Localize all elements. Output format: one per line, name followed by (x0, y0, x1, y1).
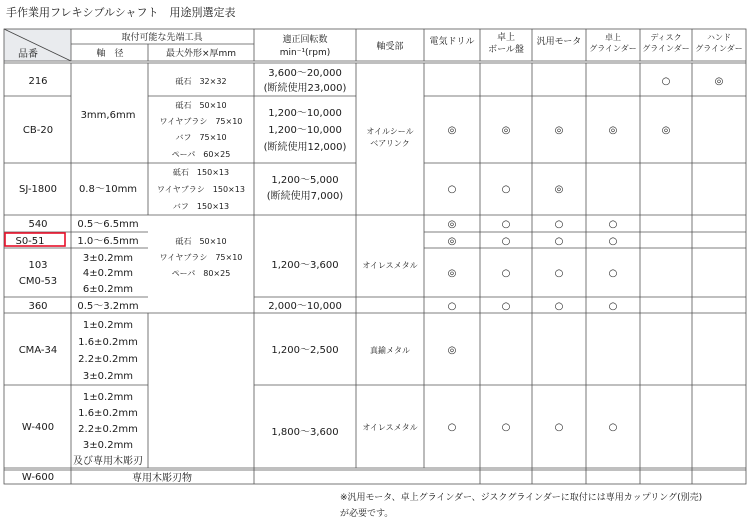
header-app-bench-grinder-2: グラインダー (589, 44, 637, 53)
speed-w400: 1,800〜3,600 (271, 427, 339, 438)
tool-sj1800-2: ワイヤブラシ 150×13 (157, 185, 245, 194)
mark-cb20-drill: ◎ (447, 125, 457, 136)
header-speed-1: 適正回転数 (282, 35, 328, 45)
tool-cb20-1: 砥石 50×10 (175, 101, 227, 110)
header-app-drill: 電気ドリル (429, 37, 475, 47)
product-cb20: CB-20 (22, 125, 54, 136)
mark-540-press: ○ (501, 219, 511, 230)
mark-cb20-motor: ◎ (554, 125, 564, 136)
speed-sj1800-1: 1,200〜5,000 (271, 175, 339, 186)
tool-cb20-3: バフ 75×10 (175, 133, 227, 142)
mark-540-motor: ○ (554, 219, 564, 230)
shaft-cm053-3: 6±0.2mm (82, 284, 134, 295)
mark-360-motor: ○ (554, 301, 564, 312)
speed-216-1: 3,600〜20,000 (268, 68, 342, 79)
mark-s051-motor: ○ (554, 236, 564, 247)
product-540: 540 (28, 219, 48, 230)
mark-cb20-disc: ◎ (661, 125, 671, 136)
mark-cm053-press: ○ (501, 268, 511, 279)
product-cm053: CM0-53 (18, 276, 58, 287)
product-216: 216 (28, 76, 48, 87)
product-sj1800: SJ-1800 (19, 184, 57, 195)
mark-cb20-bench: ◎ (608, 125, 618, 136)
mark-360-bench: ○ (608, 301, 618, 312)
mark-cm053-motor: ○ (554, 268, 564, 279)
shaft-360: 0.5〜3.2mm (77, 301, 139, 312)
shaft-cm053-2: 4±0.2mm (82, 268, 134, 279)
header-app-motor: 汎用モータ (536, 37, 582, 47)
header-app-disc-grinder-2: グラインダー (642, 44, 690, 53)
shaft-w400-4: 3±0.2mm (82, 440, 134, 451)
shaft-w400-5: 及び専用木彫刃 (73, 456, 143, 467)
tool-sj1800-1: 砥石 150×13 (172, 168, 230, 177)
shaft-w400-2: 1.6±0.2mm (78, 408, 138, 419)
shaft-s051: 1.0〜6.5mm (77, 236, 139, 247)
mark-cb20-press: ◎ (501, 125, 511, 136)
header-product: 品番 (18, 49, 38, 60)
tool-mid-2: ワイヤブラシ 75×10 (159, 253, 243, 262)
speed-cb20-1: 1,200〜10,000 (268, 108, 342, 119)
shaft-540: 0.5〜6.5mm (77, 219, 139, 230)
product-360: 360 (28, 301, 48, 312)
header-max-size: 最大外形×厚mm (165, 49, 237, 59)
mark-w400-bench: ○ (608, 422, 618, 433)
speed-360: 2,000〜10,000 (268, 301, 342, 312)
speed-cma34: 1,200〜2,500 (271, 345, 339, 356)
header-app-hand-grinder-1: ハンド (707, 33, 731, 42)
header-attach-tool: 取付可能な先端工具 (121, 33, 203, 43)
shaft-cma34-4: 3±0.2mm (82, 371, 134, 382)
tool-mid-1: 砥石 50×10 (175, 237, 227, 246)
header-shaft-dia: 軸 径 (96, 49, 124, 59)
product-w400: W-400 (21, 422, 55, 433)
mark-cm053-bench: ○ (608, 268, 618, 279)
mark-216-disc: ○ (661, 76, 671, 87)
bearing-oilseal-2: ベアリンク (370, 139, 410, 148)
mark-sj1800-press: ○ (501, 184, 511, 195)
speed-cb20-2: 1,200〜10,000 (268, 125, 342, 136)
header-app-drillpress-1: 卓上 (496, 33, 516, 43)
mark-sj1800-drill: ○ (447, 184, 457, 195)
header-speed-2: min⁻¹(rpm) (279, 48, 331, 58)
bearing-oiless-1: オイレスメタル (362, 261, 418, 270)
page-title: 手作業用フレキシブルシャフト 用途別選定表 (6, 6, 236, 19)
shaft-w400-3: 2.2±0.2mm (78, 424, 138, 435)
speed-sj1800-2: (断続使用7,000) (266, 191, 344, 202)
speed-cb20-3: (断続使用12,000) (263, 142, 347, 153)
tool-216: 砥石 32×32 (175, 77, 227, 86)
mark-360-drill: ○ (447, 301, 457, 312)
bearing-oilseal-1: オイルシール (366, 127, 414, 136)
tool-mid-3: ペーパ 80×25 (171, 269, 231, 278)
mark-540-drill: ◎ (447, 219, 457, 230)
mark-cm053-drill: ◎ (447, 268, 457, 279)
bearing-oiless-2: オイレスメタル (362, 423, 418, 432)
shaft-sj1800: 0.8〜10mm (78, 184, 138, 195)
header-app-disc-grinder-1: ディスク (650, 33, 682, 42)
product-w600: W-600 (21, 472, 55, 483)
mark-216-hand: ◎ (714, 76, 724, 87)
mark-s051-drill: ◎ (447, 236, 457, 247)
mark-sj1800-motor: ◎ (554, 184, 564, 195)
footnote-line-2: が必要です。 (340, 509, 394, 519)
header-app-hand-grinder-2: グラインダー (695, 44, 743, 53)
shaft-cm053-1: 3±0.2mm (82, 253, 134, 264)
shaft-cma34-1: 1±0.2mm (82, 320, 134, 331)
speed-216-2: (断続使用23,000) (263, 83, 347, 94)
mark-w400-motor: ○ (554, 422, 564, 433)
header-app-drillpress-2: ボール盤 (488, 45, 524, 55)
mark-s051-bench: ○ (608, 236, 618, 247)
mark-s051-press: ○ (501, 236, 511, 247)
header-bearing: 軸受部 (376, 42, 404, 52)
tool-cb20-2: ワイヤブラシ 75×10 (159, 117, 243, 126)
mark-360-press: ○ (501, 301, 511, 312)
header-app-bench-grinder-1: 卓上 (605, 33, 621, 42)
mark-540-bench: ○ (608, 219, 618, 230)
speed-mid: 1,200〜3,600 (271, 260, 339, 271)
shaft-cma34-3: 2.2±0.2mm (78, 354, 138, 365)
tool-sj1800-3: バフ 150×13 (172, 202, 230, 211)
shaft-w400-1: 1±0.2mm (82, 392, 134, 403)
bearing-brass: 真鍮メタル (370, 346, 410, 355)
footnote-line-1: ※汎用モータ、卓上グラインダー、ジスクグラインダーに取付には専用カップリング(別売) (340, 493, 703, 503)
mark-w400-press: ○ (501, 422, 511, 433)
tool-cb20-4: ペーパ 60×25 (171, 150, 231, 159)
mark-w400-drill: ○ (447, 422, 457, 433)
product-cma34: CMA-34 (18, 345, 58, 356)
product-s051[interactable]: S0-51 (15, 236, 45, 247)
shaft-cma34-2: 1.6±0.2mm (78, 337, 138, 348)
shaft-216-cb20: 3mm,6mm (80, 110, 136, 121)
product-103: 103 (28, 260, 48, 271)
shaft-w600: 専用木彫刃物 (132, 473, 192, 484)
mark-cma34-drill: ◎ (447, 345, 457, 356)
